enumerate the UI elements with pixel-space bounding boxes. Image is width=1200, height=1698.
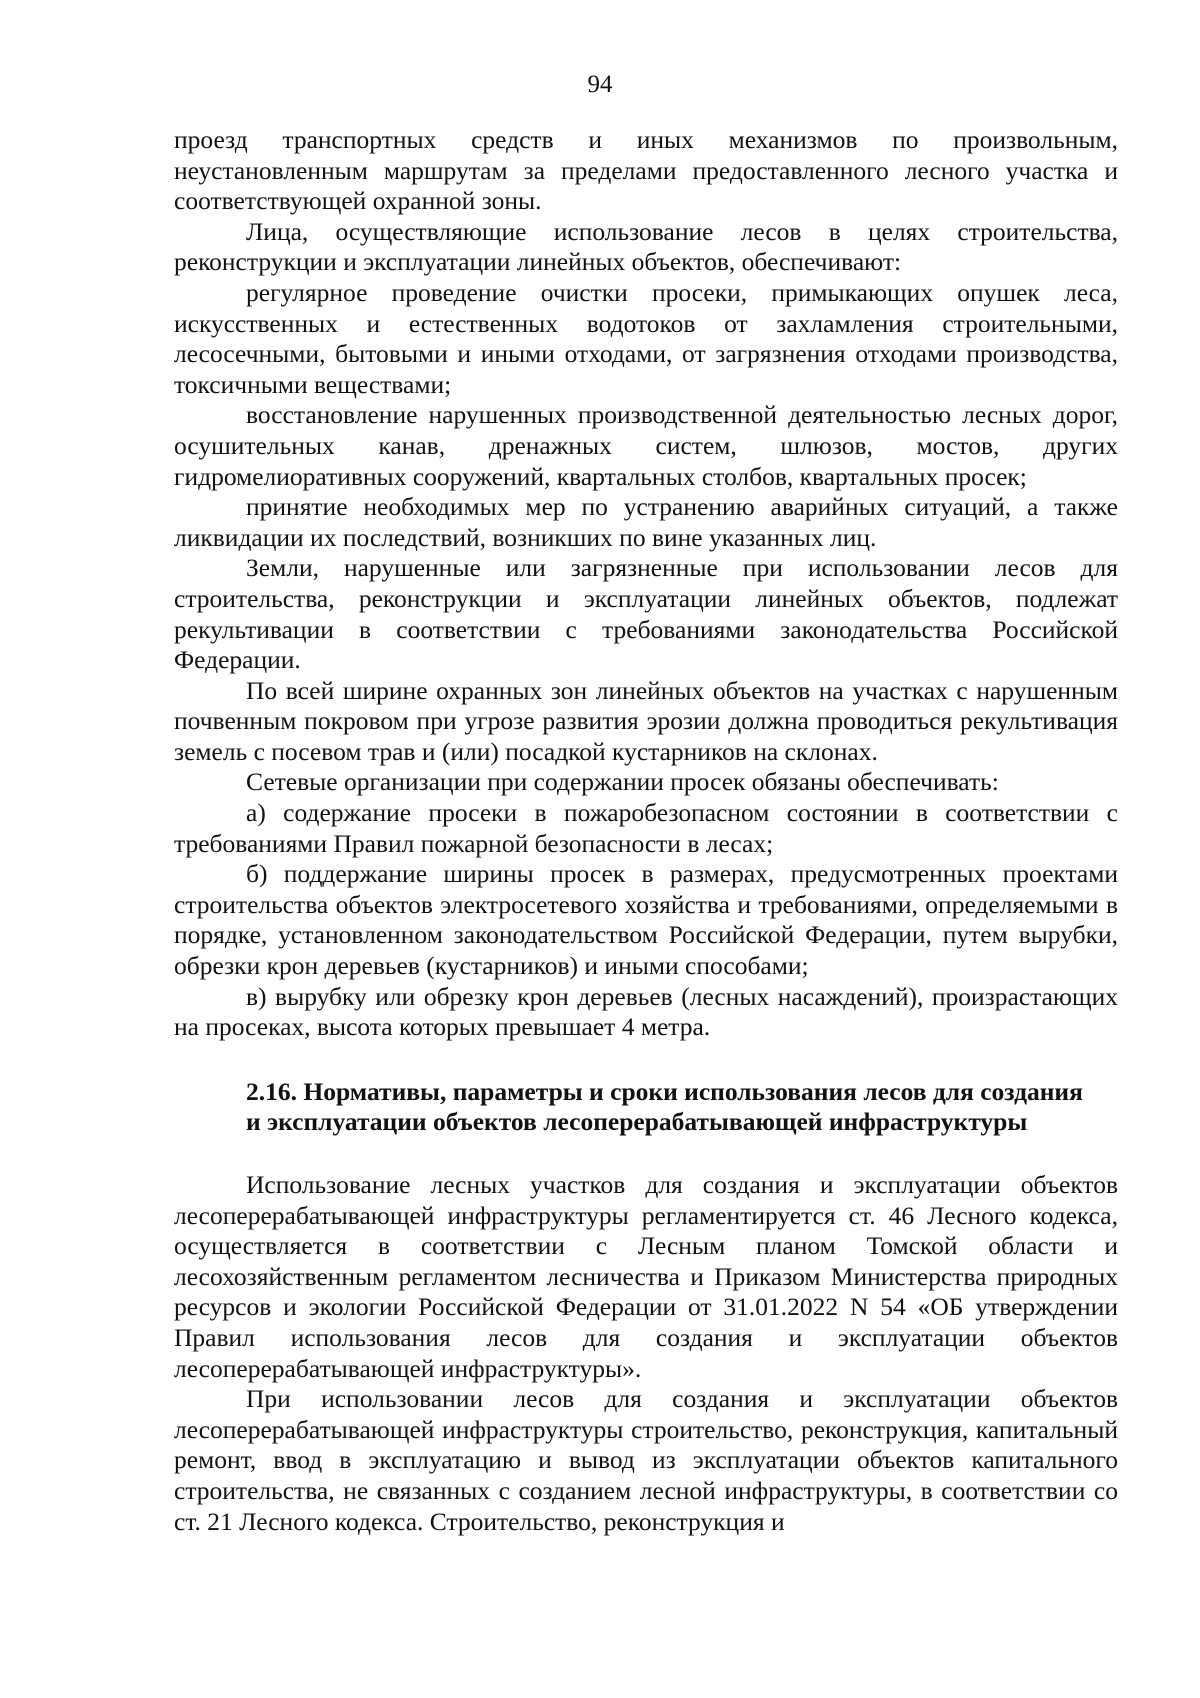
list-item-a: а) содержание просеки в пожаробезопасном состоянии в соответствии с требованиями Правил пожарной безопасности в лесах; [174, 798, 1118, 858]
paragraph-restoration: восстановление нарушенных производственной деятельностью лесных дорог, осушительных канав, дренажных систем, шлюзов, мостов, других гидромелиоративных сооружений, квартальных столбов, квартальных просек; [174, 400, 1118, 491]
paragraph-processing-infrastructure-construction: При использовании лесов для создания и эксплуатации объектов лесоперерабатывающей инфраструктуры строительство, реконструкция, капитальный ремонт, ввод в эксплуатацию и вывод из эксплуатации объектов капитального строительства, не связанных с созданием лесной инфраструктуры, в соответствии со ст. 21 Лесного кодекса. Строительство, реконструкция и [174, 1384, 1118, 1536]
page-number: 94 [587, 71, 613, 98]
paragraph-clearing-cleanup: регулярное проведение очистки просеки, примыкающих опушек леса, искусственных и естественных водотоков от захламления строительными, лесосечными, бытовыми и иными отходами, от загрязнения отходами производства, токсичными веществами; [174, 277, 1118, 399]
paragraph-processing-infrastructure-regulation: Использование лесных участков для создания и эксплуатации объектов лесоперерабатывающей инфраструктуры регламентируется ст. 46 Лесного кодекса, осуществляется в соответствии с Лесным планом Томской области и лесохозяйственным регламентом лесничества и Приказом Министерства природных ресурсов и экологии Российской Федерации от 31.01.2022 N 54 «ОБ утверждении Правил использования лесов для создания и эксплуатации объектов лесоперерабатывающей инфраструктуры». [174, 1170, 1118, 1383]
list-item-v: в) вырубку или обрезку крон деревьев (лесных насаждений), произрастающих на просеках, высота которых превышает 4 метра. [174, 981, 1118, 1042]
paragraph-linear-objects-duties: Лица, осуществляющие использование лесов в целях строительства, реконструкции и эксплуатации линейных объектов, обеспечивают: [174, 216, 1118, 277]
paragraph-emergency-measures: принятие необходимых мер по устранению аварийных ситуаций, а также ликвидации их последствий, возникших по вине указанных лиц. [174, 492, 1118, 552]
list-item-b: б) поддержание ширины просек в размерах, предусмотренных проектами строительства объектов электросетевого хозяйства и требованиями, определяемыми в порядке, установленном законодательством Российской Федерации, путем вырубки, обрезки крон деревьев (кустарников) и иными способами; [174, 859, 1118, 981]
section-heading-line-1: 2.16. Нормативы, параметры и сроки использования лесов для создания [246, 1076, 1083, 1106]
paragraph-recultivation-lands: Земли, нарушенные или загрязненные при использовании лесов для строительства, реконструкции и эксплуатации линейных объектов, подлежат рекультивации в соответствии с требованиями законодательства Российской Федерации. [174, 553, 1118, 675]
paragraph-network-organizations: Сетевые организации при содержании просек обязаны обеспечивать: [246, 767, 999, 797]
paragraph-protection-zones: По всей ширине охранных зон линейных объектов на участках с нарушенным почвенным покровом при угрозе развития эрозии должна проводиться рекультивация земель с посевом трав и (или) посадкой кустарников на склонах. [174, 675, 1118, 766]
document-body [174, 125, 1118, 1537]
section-heading [174, 1077, 1118, 1138]
section-heading-line-2: и эксплуатации объектов лесоперерабатывающей инфраструктуры [246, 1107, 1028, 1137]
paragraph-continuation: проезд транспортных средств и иных механизмов по произвольным, неустановленным маршрутам за пределами предоставленного лесного участка и соответствующей охранной зоны. [174, 125, 1118, 216]
